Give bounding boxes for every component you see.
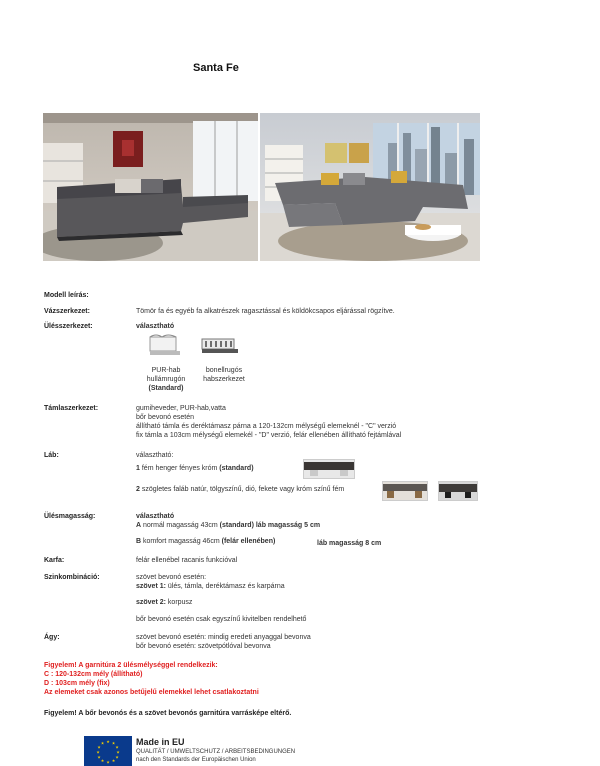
seat-option-bonnell <box>194 366 254 384</box>
seat-height-a-leg: láb magasság 5 cm <box>255 522 321 529</box>
seat-option-bonnell-line2: habszerkezet <box>203 376 245 383</box>
stitching-note: Figyelem! A bőr bevonós és a szövet bevonós garnitúra varrásképe eltérő. <box>44 710 292 717</box>
color-combination-intro: szövet bevonó esetén: <box>136 574 207 581</box>
svg-text:★: ★ <box>97 754 101 760</box>
seat-option-pur-standard: (Standard) <box>148 385 184 392</box>
seat-option-pur-line2: hullámrugón <box>146 376 186 383</box>
bed-line2: bőr bevonó esetén: szövetpótlóval bevonva <box>136 643 271 650</box>
metal-leg-image <box>438 481 478 501</box>
seat-height-label: Ülésmagasság: <box>44 513 96 520</box>
warning-line1: Figyelem! A garnitúra 2 ülésmélységgel rendelkezik: <box>44 662 218 669</box>
svg-text:★: ★ <box>106 739 110 744</box>
seat-height-b-leg: láb magasság 8 cm <box>317 540 382 547</box>
seat-height-option-a <box>136 521 320 530</box>
backrest-line2: bőr bevonó esetén <box>136 414 194 421</box>
seat-height-a-text: normál magasság 43cm <box>143 522 218 529</box>
product-photo <box>43 113 480 261</box>
svg-text:★: ★ <box>111 740 116 746</box>
seat-height-b-letter: B <box>136 538 142 545</box>
armrest-text: felár ellenébel racanis funkcióval <box>136 557 238 564</box>
seat-option-pur-line1: PUR-hab <box>151 367 181 374</box>
chrome-cylinder-leg-image <box>303 459 355 479</box>
wooden-leg-image <box>382 481 428 501</box>
svg-text:★: ★ <box>115 744 119 750</box>
seat-height-a-standard: (standard) <box>219 522 254 529</box>
fabric-2 <box>136 598 192 607</box>
pur-foam-seat-icon <box>148 333 182 359</box>
bed-text <box>136 633 311 651</box>
seat-height-b-text: komfort magasság 46cm <box>143 538 220 545</box>
legs-option-1-number: 1 <box>136 465 140 472</box>
legs-option-2-text: szögletes faláb natúr, tölgyszínű, dió, fekete vagy króm színű fém <box>141 486 345 493</box>
seat-height-option-b <box>136 537 275 546</box>
legs-option-2 <box>136 485 344 494</box>
seat-option-pur <box>138 366 194 393</box>
legs-label: Láb: <box>44 452 59 459</box>
backrest-label: Támlaszerkezet: <box>44 405 99 412</box>
frame-label: Vázszerkezet: <box>44 308 90 315</box>
footer-line1: QUALITÄT / UMWELTSCHUTZ / ARBEITSBEDINGUNGEN <box>136 749 296 755</box>
backrest-line3: állítható támla és deréktámasz párna a 120-132cm mélységű elemeknél - "C" verzió <box>136 423 397 430</box>
legs-option-1-tag: (standard) <box>219 465 254 472</box>
backrest-line1: gumiheveder, PUR-hab,vatta <box>136 405 226 412</box>
color-combination-label: Szinkombináció: <box>44 574 100 581</box>
fabric-2-text: korpusz <box>167 599 193 606</box>
depth-warning <box>44 661 259 697</box>
backrest-line4: fix támla a 103cm mélységű elemekél - "D" verzió, felár ellenében állítható fejtámlával <box>136 432 402 439</box>
fabric-1-text: ülés, támla, deréktámasz és karpárna <box>167 583 285 590</box>
seat-height-a-letter: A <box>136 522 142 529</box>
warning-line3: D : 103cm mély (fix) <box>44 680 110 687</box>
svg-text:★: ★ <box>111 758 116 763</box>
bed-label: Ágy: <box>44 634 60 641</box>
bonnell-spring-seat-icon <box>200 333 240 359</box>
warning-line4: Az elemeket csak azonos betűjelű elemekkel lehet csatlakoztatni <box>44 689 259 696</box>
leather-note: bőr bevonó esetén csak egyszínű kivitelben rendelhető <box>136 616 307 623</box>
seat-height-choosable: választható <box>136 513 175 520</box>
backrest-text <box>136 404 401 440</box>
svg-text:★: ★ <box>96 749 100 755</box>
seat-structure-choosable: választható <box>136 323 175 330</box>
seat-option-bonnell-line1: bonellrugós <box>205 367 243 374</box>
svg-text:★: ★ <box>106 759 110 765</box>
seat-structure-label: Ülésszerkezet: <box>44 323 93 330</box>
svg-text:★: ★ <box>97 744 101 750</box>
bed-line1: szövet bevonó esetén: mindig eredeti anyaggal bevonva <box>136 634 311 641</box>
svg-text:★: ★ <box>100 758 105 763</box>
frame-text: Tömör fa és egyéb fa alkatrészek ragasztással és köldökcsapos eljárással rögzítve. <box>136 308 395 315</box>
model-description-heading: Modell leírás: <box>44 292 89 299</box>
fabric-1-label: szövet 1: <box>136 583 166 590</box>
fabric-2-label: szövet 2: <box>136 599 166 606</box>
legs-option-2-number: 2 <box>136 486 140 493</box>
legs-option-1-text: fém henger fényes króm <box>141 465 218 472</box>
warning-line2: C : 120-132cm mély (állítható) <box>44 671 143 678</box>
footer-line2: nach den Standards der Europäischen Union <box>136 757 256 763</box>
legs-option-1 <box>136 464 254 473</box>
fabric-1 <box>136 582 285 591</box>
page-title: Santa Fe <box>193 62 239 74</box>
legs-intro: választható: <box>136 452 174 459</box>
svg-text:★: ★ <box>100 740 105 746</box>
svg-text:★: ★ <box>116 749 120 755</box>
seat-height-b-tag: (felár ellenében) <box>221 538 276 545</box>
armrest-label: Karfa: <box>44 557 65 564</box>
svg-text:★: ★ <box>115 754 119 760</box>
made-in-eu: Made in EU <box>136 737 185 747</box>
